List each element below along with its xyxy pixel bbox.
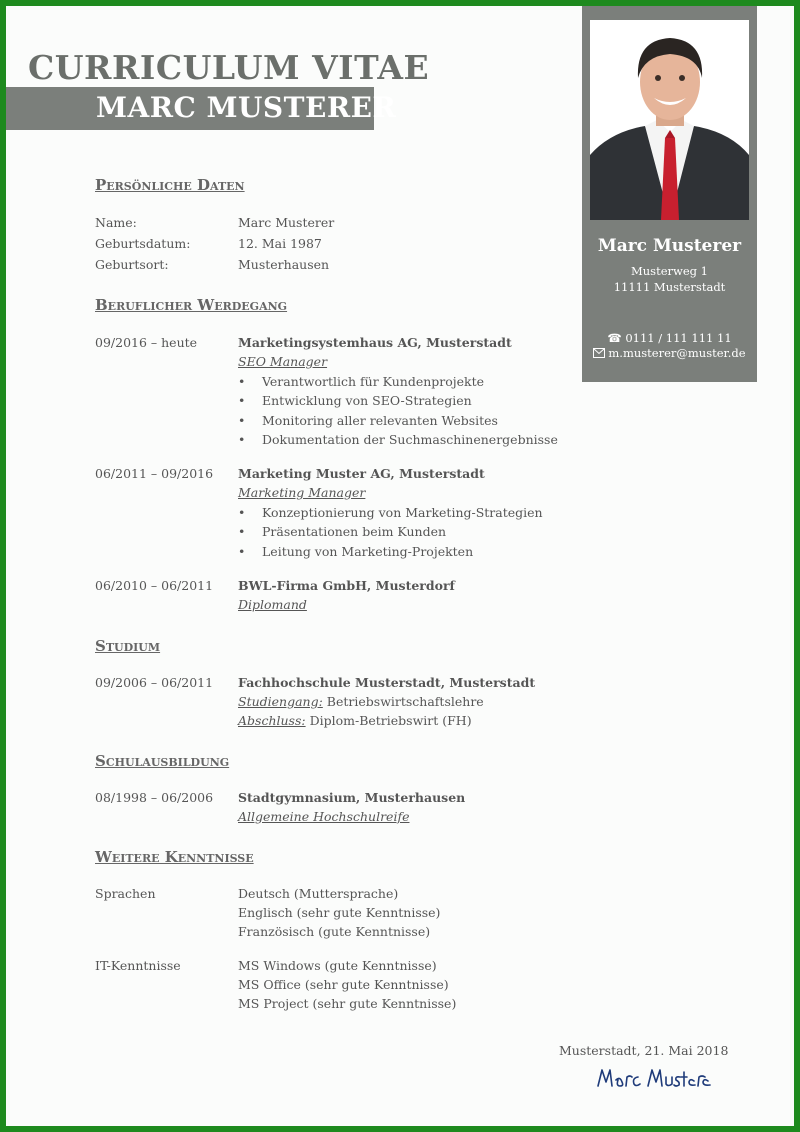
study-course — [238, 694, 484, 709]
heading-study: Studium — [95, 637, 161, 655]
skills-language: Französisch (gute Kenntnisse) — [238, 924, 431, 939]
personal-label: Name: — [95, 215, 137, 230]
heading-personal: Persönliche Daten — [95, 176, 245, 194]
study-course-label: Studiengang: — [238, 694, 323, 709]
career-period: 06/2011 – 09/2016 — [95, 466, 214, 481]
career-task: Leitung von Marketing-Projekten — [262, 544, 474, 559]
career-role: SEO Manager — [238, 354, 328, 369]
bullet-icon: • — [238, 432, 246, 447]
heading-skills: Weitere Kenntnisse — [95, 848, 254, 866]
sidebar-name: Marc Musterer — [597, 236, 742, 256]
personal-value: 12. Mai 1987 — [238, 236, 322, 251]
career-task: Verantwortlich für Kundenprojekte — [262, 374, 485, 389]
career-company: BWL-Firma GmbH, Musterdorf — [238, 578, 455, 593]
study-school: Fachhochschule Musterstadt, Musterstadt — [238, 675, 536, 690]
contact-sidebar — [582, 6, 757, 382]
study-period: 09/2006 – 06/2011 — [95, 675, 214, 690]
place-date: Musterstadt, 21. Mai 2018 — [559, 1043, 729, 1058]
career-task: Dokumentation der Suchmaschinenergebnisse — [262, 432, 558, 447]
heading-school: Schulausbildung — [95, 752, 230, 770]
career-role: Diplomand — [238, 597, 307, 612]
career-task: Entwicklung von SEO-Strategien — [262, 393, 472, 408]
name-banner-text: MARC MUSTERER — [96, 91, 397, 124]
skills-language: Deutsch (Muttersprache) — [238, 886, 399, 901]
sidebar-email-text[interactable]: m.musterer@muster.de — [608, 346, 746, 360]
sidebar-phone-text: 0111 / 111 111 11 — [625, 331, 732, 345]
bullet-icon: • — [238, 544, 246, 559]
bullet-icon: • — [238, 374, 246, 389]
personal-value: Marc Musterer — [238, 215, 335, 230]
personal-value: Musterhausen — [238, 257, 330, 272]
heading-career: Beruflicher Werdegang — [95, 296, 288, 314]
name-banner — [6, 87, 397, 130]
bullet-icon: • — [238, 393, 246, 408]
cv-page — [6, 6, 794, 1126]
skills-language: Englisch (sehr gute Kenntnisse) — [238, 905, 441, 920]
skills-it-label: IT-Kenntnisse — [95, 958, 181, 973]
study-degree-value: Diplom-Betriebswirt (FH) — [309, 713, 472, 728]
school-degree: Allgemeine Hochschulreife — [238, 809, 410, 824]
profile-photo — [590, 20, 749, 220]
skills-it: MS Office (sehr gute Kenntnisse) — [238, 977, 449, 992]
sidebar-phone — [582, 331, 757, 345]
sidebar-street: Musterweg 1 — [631, 264, 708, 278]
career-company: Marketing Muster AG, Musterstadt — [238, 466, 485, 481]
sidebar-email[interactable] — [582, 346, 757, 360]
school-name: Stadtgymnasium, Musterhausen — [238, 790, 466, 805]
career-company: Marketingsystemhaus AG, Musterstadt — [238, 335, 512, 350]
bullet-icon: • — [238, 524, 246, 539]
career-task: Präsentationen beim Kunden — [262, 524, 447, 539]
signature — [594, 1064, 714, 1092]
study-degree — [238, 713, 472, 728]
career-period: 06/2010 – 06/2011 — [95, 578, 214, 593]
bullet-icon: • — [238, 505, 246, 520]
phone-icon: ☎ — [607, 331, 622, 345]
portrait-illustration — [590, 20, 749, 220]
personal-label: Geburtsdatum: — [95, 236, 191, 251]
school-period: 08/1998 – 06/2006 — [95, 790, 214, 805]
study-degree-label: Abschluss: — [238, 713, 306, 728]
personal-label: Geburtsort: — [95, 257, 169, 272]
career-role: Marketing Manager — [238, 485, 366, 500]
sidebar-city: 11111 Musterstadt — [613, 280, 726, 294]
skills-languages-label: Sprachen — [95, 886, 156, 901]
study-course-value: Betriebswirtschaftslehre — [326, 694, 484, 709]
career-period: 09/2016 – heute — [95, 335, 198, 350]
career-task: Monitoring aller relevanten Websites — [262, 413, 498, 428]
skills-it: MS Project (sehr gute Kenntnisse) — [238, 996, 457, 1011]
envelope-icon — [593, 348, 605, 358]
bullet-icon: • — [238, 413, 246, 428]
skills-it: MS Windows (gute Kenntnisse) — [238, 958, 437, 973]
career-task: Konzeptionierung von Marketing-Strategien — [262, 505, 543, 520]
document-title: CURRICULUM VITAE — [28, 48, 430, 87]
